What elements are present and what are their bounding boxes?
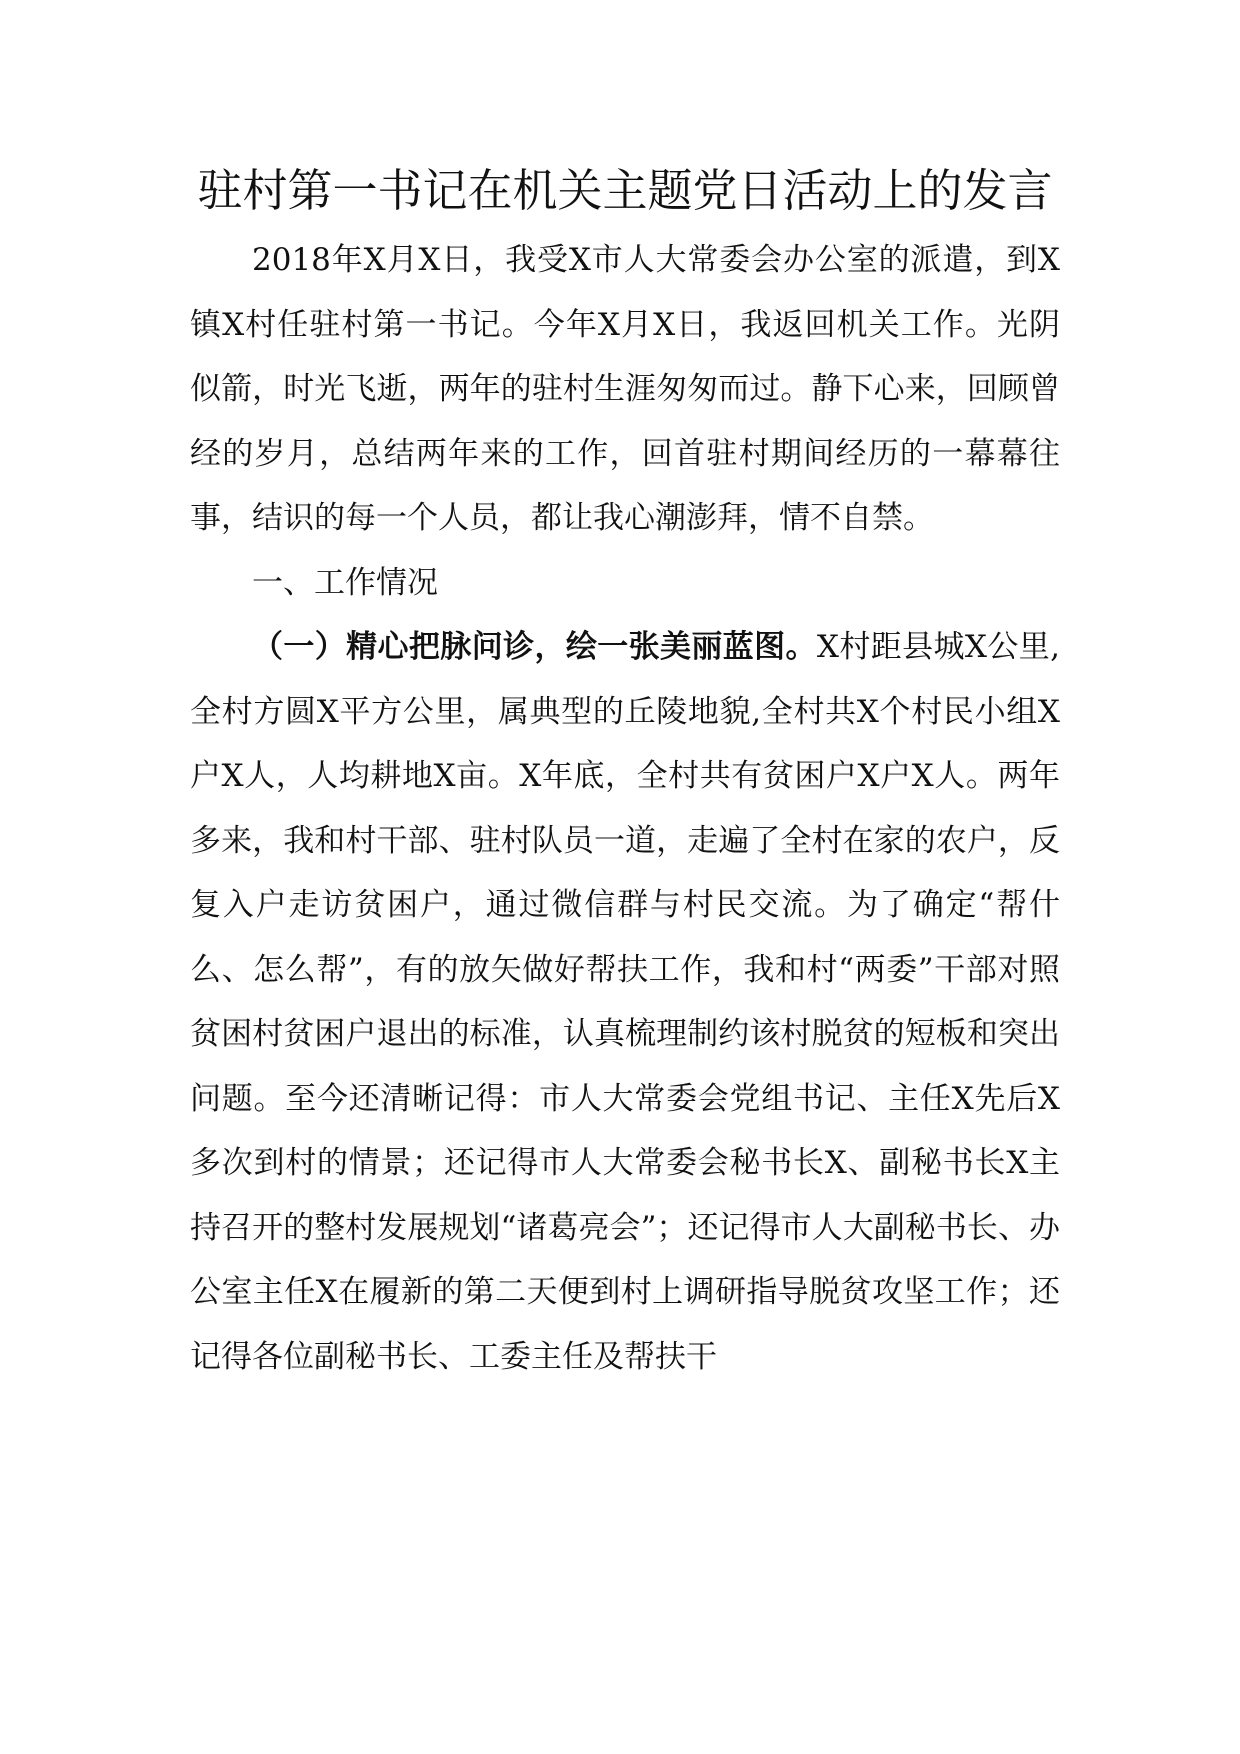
subsection-text: X村距县城X公里,全村方圆X平方公里，属典型的丘陵地貌,全村共X个村民小组X户X人，人均耕地X亩。X年底，全村共有贫困户X户X人。两年多来，我和村干部、驻村队员一道，走遍了全村在家的农户，反复入户走访贫困户，通过微信群与村民交流。为了确定“帮什么、怎么帮”，有的放矢做好帮扶工作，我和村“两委”干部对照贫困村贫困户退出的标准，认真梳理制约该村脱贫的短板和突出问题。至今还清晰记得：市人大常委会党组书记、主任X先后X多次到村的情景；还记得市人大常委会秘书长X、副秘书长X主持召开的整村发展规划“诸葛亮会”；还记得市人大副秘书长、办公室主任X在履新的第二天便到村上调研指导脱贫攻坚工作；还记得各位副秘书长、工委主任及帮扶干 xyxy=(190,629,1060,1375)
section-heading: 一、工作情况 xyxy=(252,564,438,601)
subsection-heading: （一）精心把脉问诊，绘一张美丽蓝图。 xyxy=(252,629,817,665)
document-title: 驻村第一书记在机关主题党日活动上的发言 xyxy=(197,164,1053,217)
subsection-paragraph xyxy=(190,615,1060,1389)
document-page xyxy=(190,160,1060,1389)
intro-paragraph: 2018年X月X日，我受X市人大常委会办公室的派遣，到X镇X村任驻村第一书记。今年X月X日，我返回机关工作。光阴似箭，时光飞逝，两年的驻村生涯匆匆而过。静下心来，回顾曾经的岁月，总结两年来的工作，回首驻村期间经历的一幕幕往事，结识的每一个人员，都让我心潮澎拜，情不自禁。 xyxy=(190,242,1060,536)
